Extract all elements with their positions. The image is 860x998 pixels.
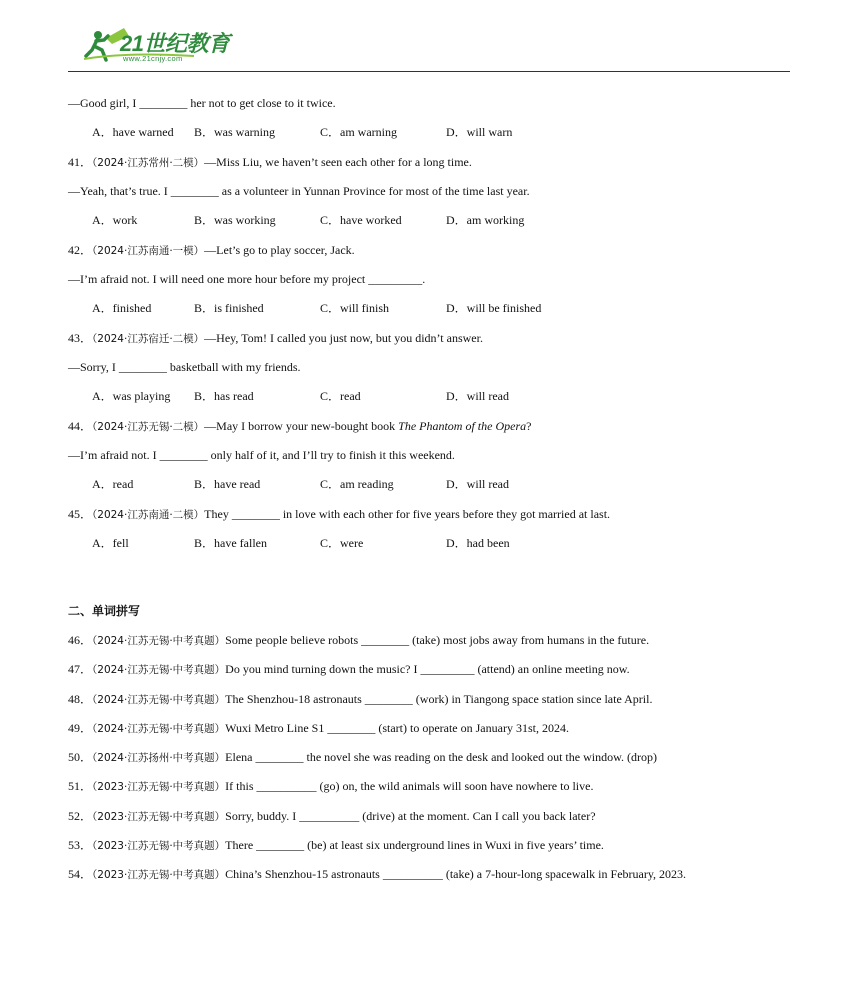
question-source: （2024·江苏无锡·中考真题）	[92, 694, 226, 706]
option-b: B．is finished	[194, 301, 264, 315]
question-text: —Let’s go to play soccer, Jack.	[204, 243, 355, 257]
question-text: China’s Shenzhou-15 astronauts __________ (take) a 7-hour-long spacewalk in February, 2023.	[225, 867, 687, 881]
question-number: 51．	[68, 779, 93, 793]
option-b: B．was warning	[194, 125, 275, 139]
option-b: B．was working	[194, 213, 276, 227]
question-number: 47．	[68, 662, 93, 676]
logo-url: www.21cnjy.com	[123, 54, 183, 63]
question-text: They ________ in love with each other for five years before they got married at last.	[204, 507, 611, 521]
question-source: （2024·江苏无锡·中考真题）	[92, 635, 226, 647]
question-text: If this __________ (go) on, the wild animals will soon have nowhere to live.	[225, 779, 594, 793]
question-number: 53．	[68, 838, 93, 852]
question-source: （2024·江苏无锡·中考真题）	[92, 664, 226, 676]
question-text: Wuxi Metro Line S1 ________ (start) to operate on January 31st, 2024.	[225, 721, 569, 735]
question-number: 50．	[68, 750, 93, 764]
option-d: D．had been	[446, 536, 510, 550]
question-source: （2023·江苏无锡·中考真题）	[92, 869, 226, 881]
question-number: 48．	[68, 692, 93, 706]
logo-text: 21世纪教育	[120, 31, 230, 56]
question-text: —Good girl, I ________ her not to get close to it twice.	[68, 96, 336, 110]
question-source: （2024·江苏扬州·中考真题）	[92, 752, 226, 764]
question-text: Elena ________ the novel she was reading on the desk and looked out the window. (drop)	[225, 750, 657, 764]
question-text: The Shenzhou-18 astronauts ________ (work) in Tiangong space station since late April.	[225, 692, 653, 706]
option-d: D．am working	[446, 213, 525, 227]
option-c: C．were	[320, 536, 364, 550]
question-text: —Hey, Tom! I called you just now, but you didn’t answer.	[204, 331, 483, 345]
question-number: 41．	[68, 155, 93, 169]
option-b: B．has read	[194, 389, 254, 403]
question-source: （2024·江苏南通·一模）	[92, 245, 205, 257]
option-a: A．work	[92, 213, 138, 227]
option-c: C．will finish	[320, 301, 390, 315]
spelling-question	[68, 662, 630, 677]
spelling-question	[68, 633, 649, 648]
question-number: 54．	[68, 867, 93, 881]
question-text: —Sorry, I ________ basketball with my friends.	[68, 360, 301, 374]
question-source: （2024·江苏无锡·中考真题）	[92, 723, 226, 735]
question-text-end: ?	[526, 419, 532, 433]
q42-prompt	[68, 243, 355, 258]
question-text: There ________ (be) at least six underground lines in Wuxi in five years’ time.	[225, 838, 604, 852]
question-source: （2024·江苏南通·二模）	[92, 509, 205, 521]
option-c: C．am reading	[320, 477, 394, 491]
option-a: A．was playing	[92, 389, 171, 403]
question-number: 43．	[68, 331, 93, 345]
spelling-question	[68, 779, 593, 794]
spelling-question	[68, 809, 596, 824]
option-a: A．have warned	[92, 125, 174, 139]
question-source: （2024·江苏常州·二模）	[92, 157, 205, 169]
question-text: Sorry, buddy. I __________ (drive) at the moment. Can I call you back later?	[225, 809, 596, 823]
spelling-question	[68, 692, 652, 707]
option-b: B．have read	[194, 477, 261, 491]
option-a: A．fell	[92, 536, 129, 550]
spelling-question	[68, 750, 657, 765]
q45-prompt	[68, 507, 610, 522]
question-text: —Yeah, that’s true. I ________ as a volunteer in Yunnan Province for most of the time last year.	[68, 184, 530, 198]
option-d: D．will warn	[446, 125, 513, 139]
question-number: 52．	[68, 809, 93, 823]
option-c: C．am warning	[320, 125, 397, 139]
section-title-spelling: 二、单词拼写	[68, 604, 141, 618]
q40-response	[68, 96, 336, 110]
spelling-question	[68, 721, 569, 736]
q44-response	[68, 448, 455, 462]
question-source: （2023·江苏无锡·中考真题）	[92, 781, 226, 793]
question-number: 44．	[68, 419, 93, 433]
question-text: Do you mind turning down the music? I _________ (attend) an online meeting now.	[225, 662, 630, 676]
book-title: The Phantom of the Opera	[398, 419, 527, 433]
option-a: A．read	[92, 477, 134, 491]
question-text: —Miss Liu, we haven’t seen each other for a long time.	[204, 155, 472, 169]
question-source: （2024·江苏宿迁·二模）	[92, 333, 205, 345]
spelling-question	[68, 867, 686, 882]
question-text: —I’m afraid not. I ________ only half of it, and I’ll try to finish it this weekend.	[68, 448, 455, 462]
option-c: C．read	[320, 389, 361, 403]
question-text: Some people believe robots ________ (take) most jobs away from humans in the future.	[225, 633, 650, 647]
question-number: 49．	[68, 721, 93, 735]
option-d: D．will be finished	[446, 301, 542, 315]
question-number: 42．	[68, 243, 93, 257]
question-text: —I’m afraid not. I will need one more hour before my project _________.	[68, 272, 426, 286]
q41-response	[68, 184, 530, 198]
q43-prompt	[68, 331, 483, 346]
option-c: C．have worked	[320, 213, 402, 227]
question-text: —May I borrow your new-bought book	[204, 419, 399, 433]
option-d: D．will read	[446, 477, 509, 491]
q44-prompt	[68, 419, 531, 434]
q43-response	[68, 360, 301, 374]
question-source: （2023·江苏无锡·中考真题）	[92, 811, 226, 823]
q41-prompt	[68, 155, 472, 170]
header-divider	[68, 71, 790, 72]
option-d: D．will read	[446, 389, 509, 403]
question-number: 45．	[68, 507, 93, 521]
question-number: 46．	[68, 633, 93, 647]
option-a: A．finished	[92, 301, 152, 315]
spelling-question	[68, 838, 604, 853]
option-b: B．have fallen	[194, 536, 267, 550]
q42-response	[68, 272, 425, 286]
question-source: （2024·江苏无锡·二模）	[92, 421, 205, 433]
question-source: （2023·江苏无锡·中考真题）	[92, 840, 226, 852]
page-header	[0, 0, 860, 74]
